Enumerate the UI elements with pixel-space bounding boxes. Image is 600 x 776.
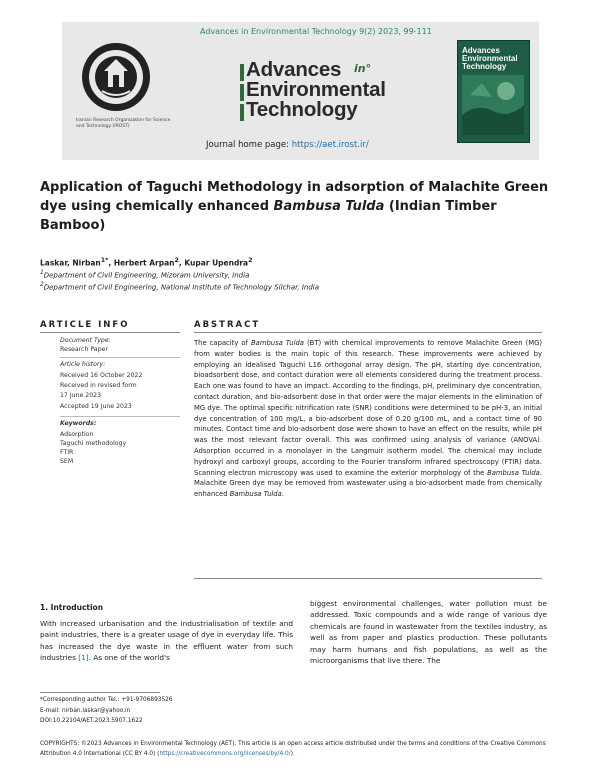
masthead-badge: in°: [354, 62, 372, 75]
keyword: Taguchi methodology: [60, 440, 127, 447]
author-list: Laskar, Nirban$^{1*}$, Herbert Arpan$^2$, Kupar Upendra$^2$: [40, 257, 253, 268]
keywords-label: Keywords:: [60, 420, 97, 427]
history-label: Article history:: [60, 361, 106, 368]
keyword: FTIR: [60, 449, 74, 456]
keyword: SEM: [60, 458, 74, 465]
footnote-divider: [40, 692, 160, 693]
abstract-text: The capacity of Bambusa Tulda (BT) with chemical improvements to remove Malachite Green (MG) from water bodies is the main topic of this research. These improvements were achieved by employing an idealised Taguchi L16 orthogonal array design. The pH, starting dye concentration, bioadsorbent dose, and contact duration were all elements considered during the treatment process. Each one was found to have an impact. According to the findings, pH, preliminary dye concentration, contact duration, and bio-adsorbent dose in that order were the major elements in the elimination of MG dye. The optimal specific nitrification rate (SNR) conditions were determined to be pH-3, an initial dye concentration of 100 mg/L, a bio-adsorbent dose of 0.20 g/100 mL, and a contact time of 90 minutes. Contact time and bio-adsorbent dose were shown to have an effect on the results, while pH was the most relevant factor overall. This was confirmed using analysis of variance (ANOVA). Adsorption occurred in a monolayer in the Langmuir isotherm model. The chemical may include hydroxyl and carboxyl groups, according to the Fourier transform infrared spectroscopy (FTIR) data. Scanning electron microscopy was used to examine the exterior morphology of the Bambusa Tulda. Malachite Green dye may be removed from wastewater using a bio-adsorbent made from chemically enhanced Bambusa Tulda.: [194, 339, 543, 499]
citation-link[interactable]: [1]: [78, 653, 89, 663]
history-item: 17 June 2023: [60, 392, 102, 399]
divider: [194, 578, 542, 579]
doc-type: Research Paper: [60, 346, 108, 353]
abstract-heading: ABSTRACT: [194, 320, 261, 330]
homepage-link[interactable]: https://aet.irost.ir/: [291, 140, 369, 150]
doc-type-label: Document Type:: [60, 337, 111, 344]
cover-title: Advances Environmental Technology: [462, 46, 518, 71]
divider: [194, 332, 542, 333]
copyright-notice: COPYRIGHTS: ©2023 Advances in Environmental Technology (AET). This article is an open access article distributed under the terms and conditions of the Creative Commons Attribution 4.0 International (CC BY 4.0) (https://creativecommons.org/licenses/by/4.0/): [40, 741, 546, 757]
keyword: Adsorption: [60, 431, 94, 438]
doi: DOI:10.22104/AET.2023.5907.1622: [40, 718, 143, 724]
affiliation-1: $^1$Department of Civil Engineering, Mizoram University, India: [40, 270, 250, 280]
history-item: Received 16 October 2022: [60, 372, 143, 379]
journal-reference: Advances in Environmental Technology 9(2) 2023, 99-111: [200, 27, 432, 36]
article-title: Application of Taguchi Methodology in adsorption of Malachite Green dye using chemically enhanced Bambusa Tulda (Indian Timber Bamboo): [40, 180, 549, 233]
journal-cover: [457, 40, 530, 143]
cover-artwork-icon: [462, 75, 524, 135]
history-item: Received in revised form: [60, 382, 137, 389]
institution-name: Iranian Research Organization for Science and Technology (IROST): [76, 118, 171, 129]
introduction-column-2: biggest environmental challenges, water pollution must be addressed. Toxic compounds and a wide range of various dye chemicals are found in wastewater from the textiles industry, as well as from paper and plastics production. These pollutants may harm humans and fish populations, as well as the microorganisms that live there. The: [310, 599, 547, 666]
divider: [60, 357, 180, 358]
journal-homepage: Journal home page: https://aet.irost.ir/: [206, 140, 369, 150]
history-item: Accepted 19 June 2023: [60, 403, 132, 410]
irost-logo: [80, 41, 152, 113]
corresponding-author: *Corresponding author Tel.: +91-9706893526: [40, 697, 173, 703]
divider: [60, 416, 180, 417]
introduction-heading: 1. Introduction: [40, 603, 104, 612]
masthead-line-1: Advances: [246, 58, 342, 81]
article-info-heading: ARTICLE INFO: [40, 320, 130, 330]
introduction-column-1: With increased urbanisation and the industrialisation of textile and paint industries, there is a greater usage of dye in everyday life. This has increased the dye waste in the effluent water from such industries [1]. As one of the world's: [40, 619, 293, 663]
affiliation-2: $^2$Department of Civil Engineering, National Institute of Technology Silchar, India: [40, 282, 320, 292]
divider: [40, 332, 180, 333]
license-link[interactable]: https://creativecommons.org/licenses/by/4.0/: [159, 751, 291, 757]
masthead-line-3: Technology: [246, 98, 358, 121]
masthead-line-2: Environmental: [246, 78, 386, 101]
author-email: E-mail: nirban.laskar@yahoo.in: [40, 708, 131, 714]
